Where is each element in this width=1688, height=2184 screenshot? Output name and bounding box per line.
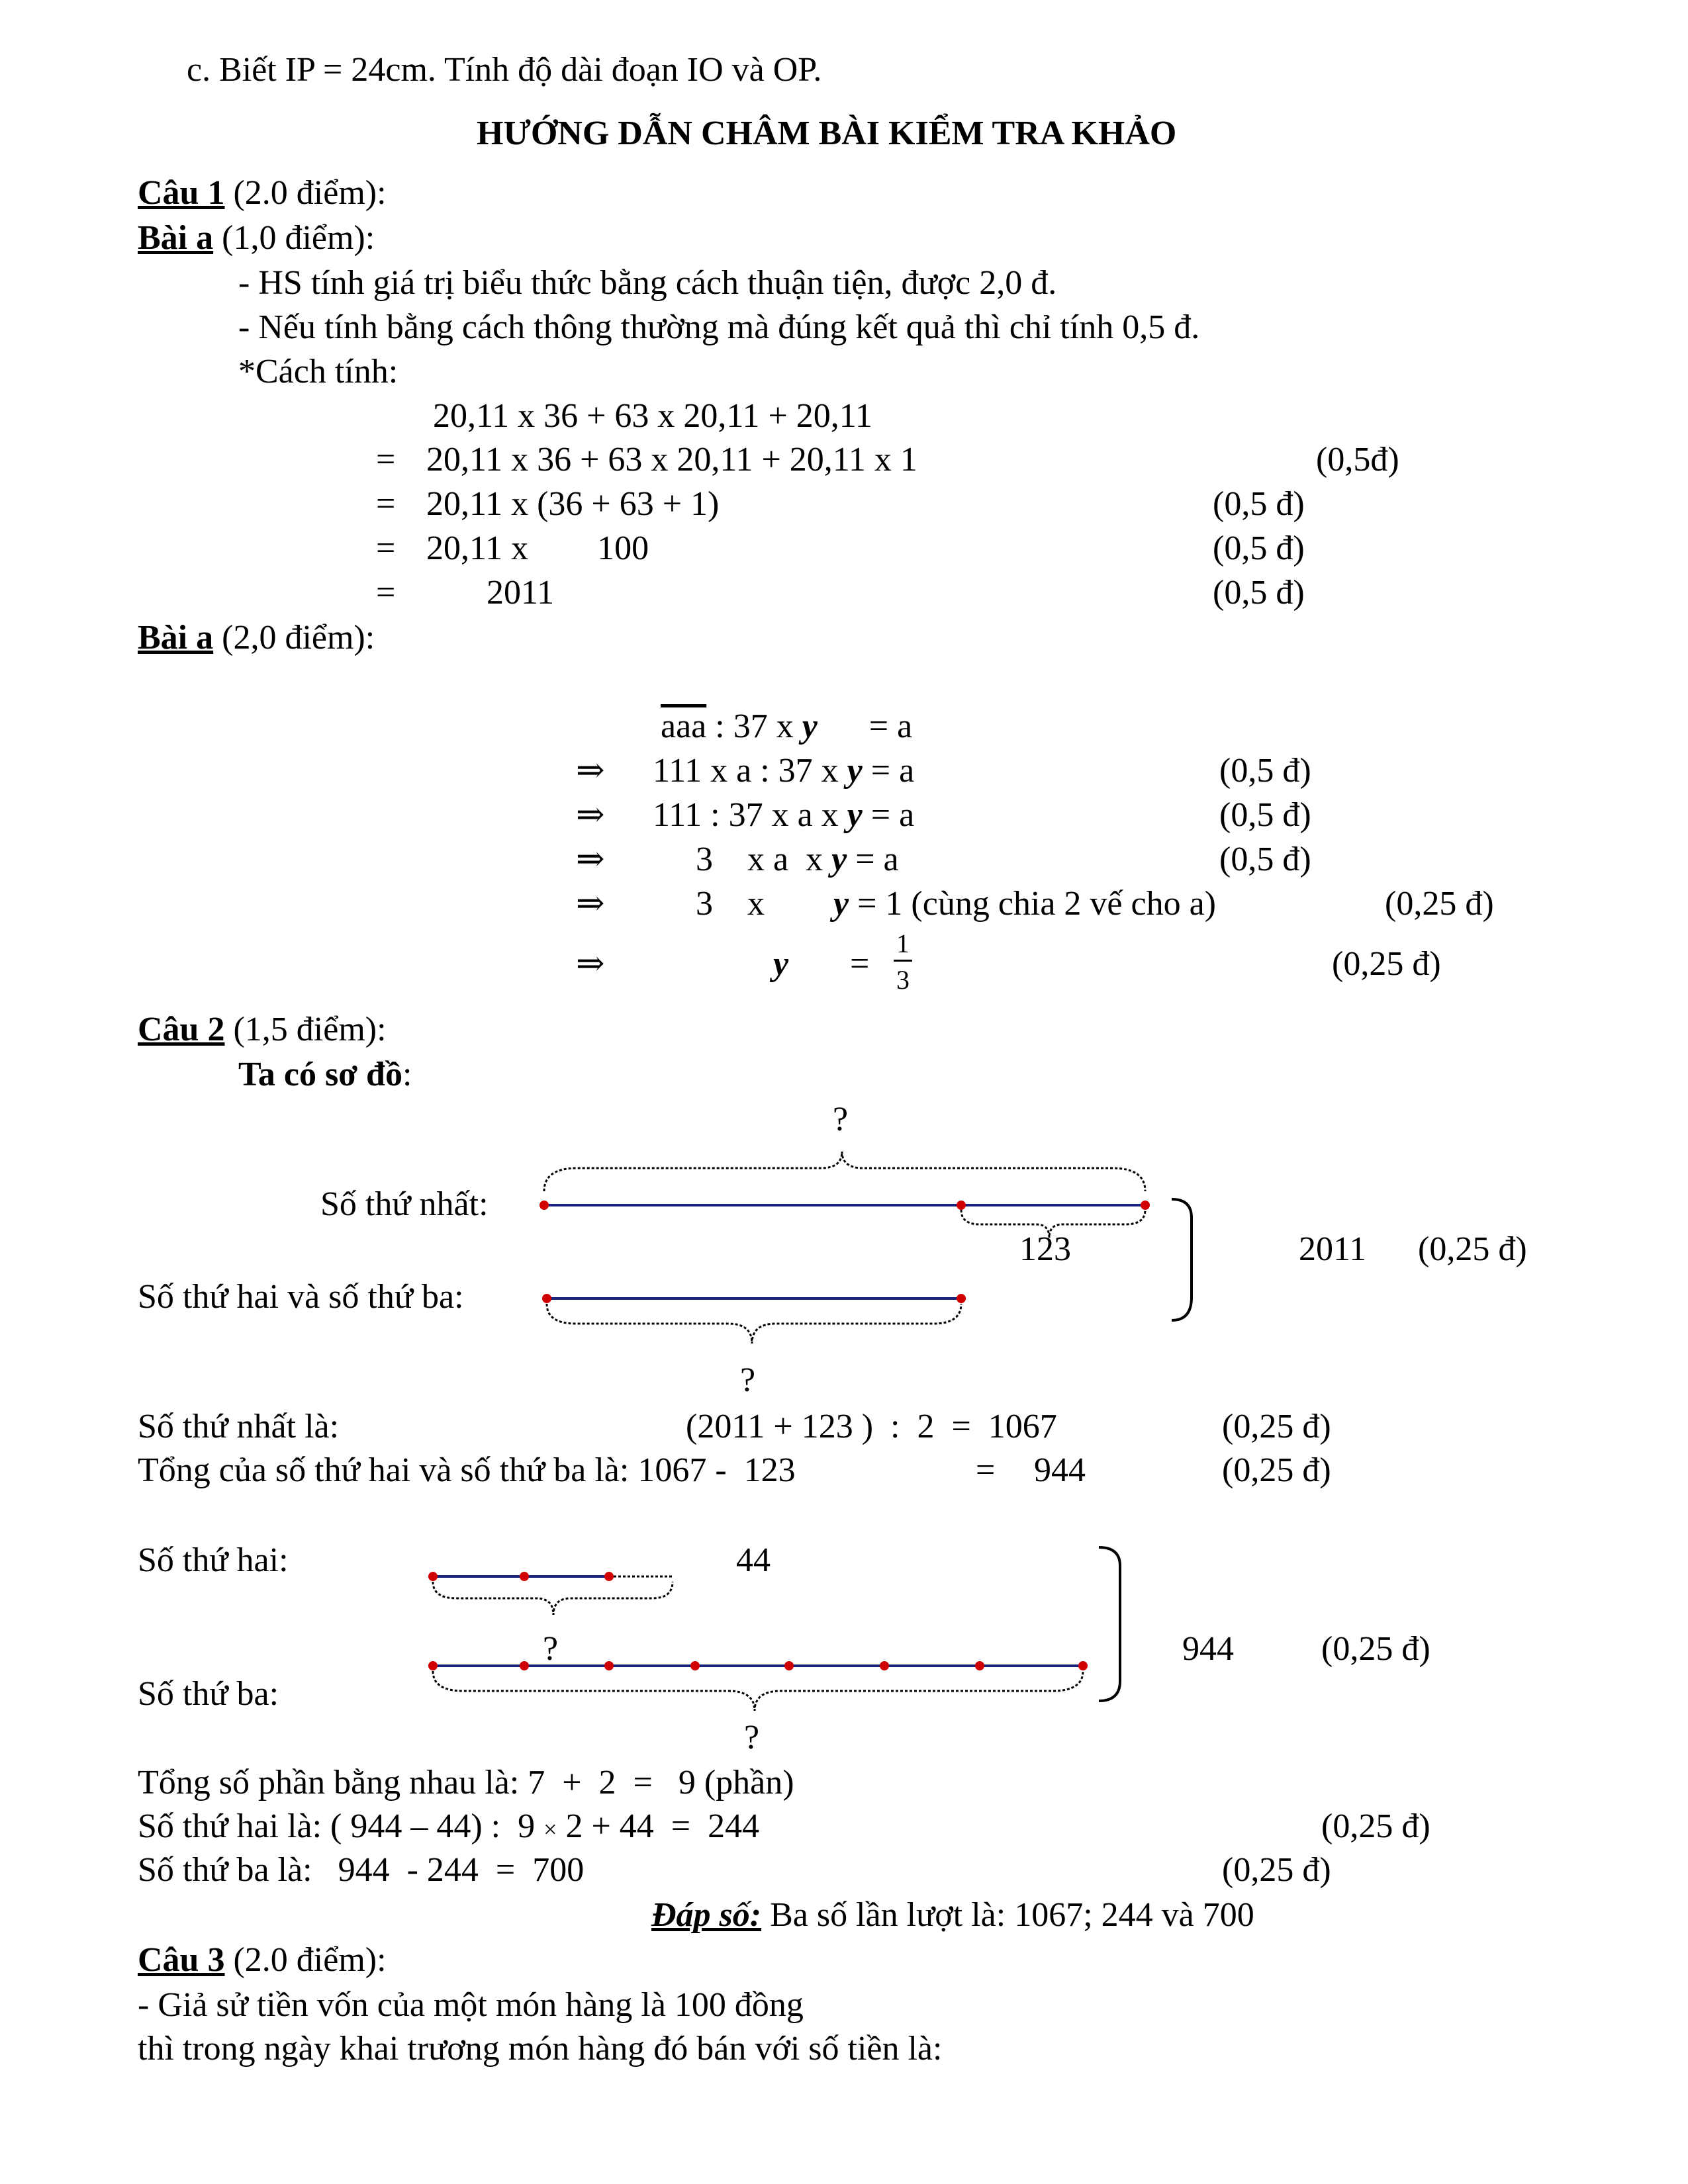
diagram2-dot bbox=[520, 1661, 529, 1670]
times-sign: × bbox=[543, 1816, 557, 1843]
result-1-score: (0,25 đ) bbox=[1222, 1408, 1331, 1445]
answer-text: Ba số lần lượt là: 1067; 244 và 700 bbox=[761, 1896, 1254, 1934]
second-number-post: 2 + 44 = 244 bbox=[557, 1807, 760, 1845]
eq-4-post: = 1 (cùng chia 2 vế cho a) bbox=[849, 885, 1216, 923]
calc-step-1-sign: = bbox=[376, 441, 396, 478]
result-1-expr: (2011 + 123 ) : 2 = 1067 bbox=[686, 1408, 1057, 1445]
total-parts: Tổng số phần bằng nhau là: 7 + 2 = 9 (phần) bbox=[138, 1764, 794, 1801]
label-so-thu-hai: Số thứ hai: bbox=[138, 1541, 289, 1579]
calc-step-2-expr: 20,11 x (36 + 63 + 1) bbox=[426, 485, 720, 523]
eq-1-post: = a bbox=[862, 752, 915, 790]
eq-3-score: (0,5 đ) bbox=[1219, 841, 1311, 878]
label-so-thu-hai-va-ba: Số thứ hai và số thứ ba: bbox=[138, 1278, 464, 1316]
bai-a-label: Bài a bbox=[138, 219, 214, 257]
result-2-eq: = bbox=[976, 1451, 996, 1489]
diagram2-dot bbox=[1078, 1661, 1088, 1670]
result-2-label: Tổng của số thứ hai và số thứ ba là: 1067 - 123 bbox=[138, 1451, 796, 1489]
eq-5-arrow: ⇒ bbox=[576, 945, 605, 983]
calc-step-4-expr: 2011 bbox=[426, 574, 555, 612]
diagram1-dot bbox=[539, 1201, 549, 1210]
diagram1-score: (0,25 đ) bbox=[1418, 1230, 1527, 1268]
eq-5-y: y bbox=[773, 945, 789, 983]
eq-4-y: y bbox=[833, 885, 849, 923]
diagram1-dot bbox=[1141, 1201, 1150, 1210]
diagram2-diff-44: 44 bbox=[736, 1541, 771, 1579]
cau2-intro-text: Ta có sơ đồ bbox=[238, 1056, 402, 1093]
bai-a-points: (1,0 điểm): bbox=[213, 219, 375, 257]
answer-label: Đáp số: bbox=[651, 1896, 762, 1934]
bai-a-line-3: *Cách tính: bbox=[238, 353, 399, 390]
diagram2-dot bbox=[520, 1572, 529, 1581]
diagram2-mid-question: ? bbox=[543, 1630, 559, 1668]
diagram2-dot bbox=[604, 1661, 614, 1670]
third-number: Số thứ ba là: 944 - 244 = 700 bbox=[138, 1851, 585, 1889]
calc-step-4-sign: = bbox=[376, 574, 396, 612]
bai-a-line-1: - HS tính giá trị biểu thức bằng cách thuận tiện, được 2,0 đ. bbox=[238, 264, 1057, 302]
diagram1-top-question: ? bbox=[833, 1101, 849, 1138]
calc-step-4-score: (0,5 đ) bbox=[1213, 574, 1305, 612]
eq-4-score: (0,25 đ) bbox=[1385, 885, 1494, 923]
diagram2-bottom-question: ? bbox=[744, 1719, 760, 1756]
eq-1-score: (0,5 đ) bbox=[1219, 752, 1311, 790]
diagram2-dot bbox=[428, 1661, 438, 1670]
third-number-score: (0,25 đ) bbox=[1222, 1851, 1331, 1889]
result-2-score: (0,25 đ) bbox=[1222, 1451, 1331, 1489]
diagram1-dot bbox=[957, 1294, 966, 1303]
calc-step-1-expr: 20,11 x 36 + 63 x 20,11 + 20,11 x 1 bbox=[426, 441, 917, 478]
eq-1-arrow: ⇒ bbox=[576, 752, 605, 790]
calc-step-1-score: (0,5đ) bbox=[1316, 441, 1399, 478]
eq-5-score: (0,25 đ) bbox=[1332, 945, 1441, 983]
calc-step-3-score: (0,5 đ) bbox=[1213, 529, 1305, 567]
eq-2-score: (0,5 đ) bbox=[1219, 796, 1311, 834]
cau3-line-2: thì trong ngày khai trương món hàng đó bán với số tiền là: bbox=[138, 2030, 943, 2068]
eq-2-y: y bbox=[847, 796, 863, 834]
calc-step-2-score: (0,5 đ) bbox=[1213, 485, 1305, 523]
second-number-score: (0,25 đ) bbox=[1321, 1807, 1430, 1845]
calc-step-2-sign: = bbox=[376, 485, 396, 523]
diagram2-second-brace bbox=[433, 1582, 673, 1615]
eq-0-overline: $\overline{aaa}$ bbox=[661, 707, 707, 745]
second-number-pre: Số thứ hai là: ( 944 – 44) : 9 bbox=[138, 1807, 544, 1845]
eq-1-y: y bbox=[847, 752, 863, 790]
eq-2-pre: 111 : 37 x a x bbox=[653, 796, 847, 834]
cau2-points: (1,5 điểm): bbox=[224, 1011, 387, 1048]
cau3-points: (2.0 điểm): bbox=[224, 1941, 387, 1979]
cau1-points: (2.0 điểm): bbox=[224, 174, 387, 212]
diagram1-top-brace bbox=[544, 1152, 1145, 1191]
diagram2-dot bbox=[428, 1572, 438, 1581]
label-so-thu-ba: Số thứ ba: bbox=[138, 1675, 279, 1713]
calc-step-3-expr: 20,11 x 100 bbox=[426, 529, 649, 567]
diagram2-total-944: 944 bbox=[1182, 1630, 1234, 1668]
diagram2-dot bbox=[975, 1661, 984, 1670]
eq-4-pre: 3 x bbox=[653, 885, 833, 923]
diagram2-score: (0,25 đ) bbox=[1321, 1630, 1430, 1668]
diagram2-right-bracket bbox=[1099, 1547, 1120, 1701]
eq-2-arrow: ⇒ bbox=[576, 796, 605, 834]
header-line: c. Biết IP = 24cm. Tính độ dài đoạn IO và OP. bbox=[187, 51, 822, 89]
calc-step-3-sign: = bbox=[376, 529, 396, 567]
eq-3-y: y bbox=[831, 841, 847, 878]
diagram2-dot bbox=[880, 1661, 889, 1670]
result-1-label: Số thứ nhất là: bbox=[138, 1408, 340, 1445]
eq-0-y: y bbox=[802, 707, 818, 745]
bai-b-points: (2,0 điểm): bbox=[213, 619, 375, 657]
page-title: HƯỚNG DẪN CHÂM BÀI KIỂM TRA KHẢO bbox=[477, 114, 1177, 152]
diagram2-dot bbox=[784, 1661, 794, 1670]
diagram1-diff-brace bbox=[961, 1210, 1145, 1238]
fraction-numerator: 1 bbox=[894, 931, 912, 962]
eq-3-pre: 3 x a x bbox=[653, 841, 832, 878]
eq-0-rest: : 37 x bbox=[706, 707, 802, 745]
diagram2-dot bbox=[604, 1572, 614, 1581]
cau3-label: Câu 3 bbox=[138, 1941, 225, 1979]
diagram1-right-bracket bbox=[1172, 1199, 1192, 1320]
cau2-label: Câu 2 bbox=[138, 1011, 225, 1048]
bai-a-line-2: - Nếu tính bằng cách thông thường mà đúng kết quả thì chỉ tính 0,5 đ. bbox=[238, 308, 1200, 346]
eq-3-post: = a bbox=[847, 841, 899, 878]
result-2-value: 944 bbox=[1034, 1451, 1086, 1489]
diagram2-third-brace bbox=[433, 1671, 1083, 1711]
diagram1-bottom-question: ? bbox=[740, 1361, 756, 1399]
diagram2-dot bbox=[690, 1661, 700, 1670]
label-so-thu-nhat: Số thứ nhất: bbox=[320, 1185, 489, 1223]
eq-3-arrow: ⇒ bbox=[576, 841, 605, 878]
diagram1-bottom-brace bbox=[547, 1304, 961, 1343]
cau1-label: Câu 1 bbox=[138, 174, 225, 212]
diagram1-total-2011: 2011 bbox=[1299, 1230, 1367, 1268]
diagram1-diff-123: 123 bbox=[1019, 1230, 1071, 1268]
bai-b-label: Bài a bbox=[138, 619, 214, 657]
calc-expression: 20,11 x 36 + 63 x 20,11 + 20,11 bbox=[433, 397, 872, 435]
eq-0-tail: = a bbox=[817, 707, 913, 745]
eq-5-equals: = bbox=[850, 945, 870, 983]
eq-1-pre: 111 x a : 37 x bbox=[653, 752, 847, 790]
cau3-line-1: - Giả sử tiền vốn của một món hàng là 100 đồng bbox=[138, 1986, 804, 2024]
eq-2-post: = a bbox=[862, 796, 915, 834]
eq-4-arrow: ⇒ bbox=[576, 885, 605, 923]
cau2-intro-colon: : bbox=[402, 1056, 412, 1093]
fraction-denominator: 3 bbox=[896, 965, 910, 995]
diagram1-dot bbox=[957, 1201, 966, 1210]
diagram1-dot bbox=[542, 1294, 551, 1303]
